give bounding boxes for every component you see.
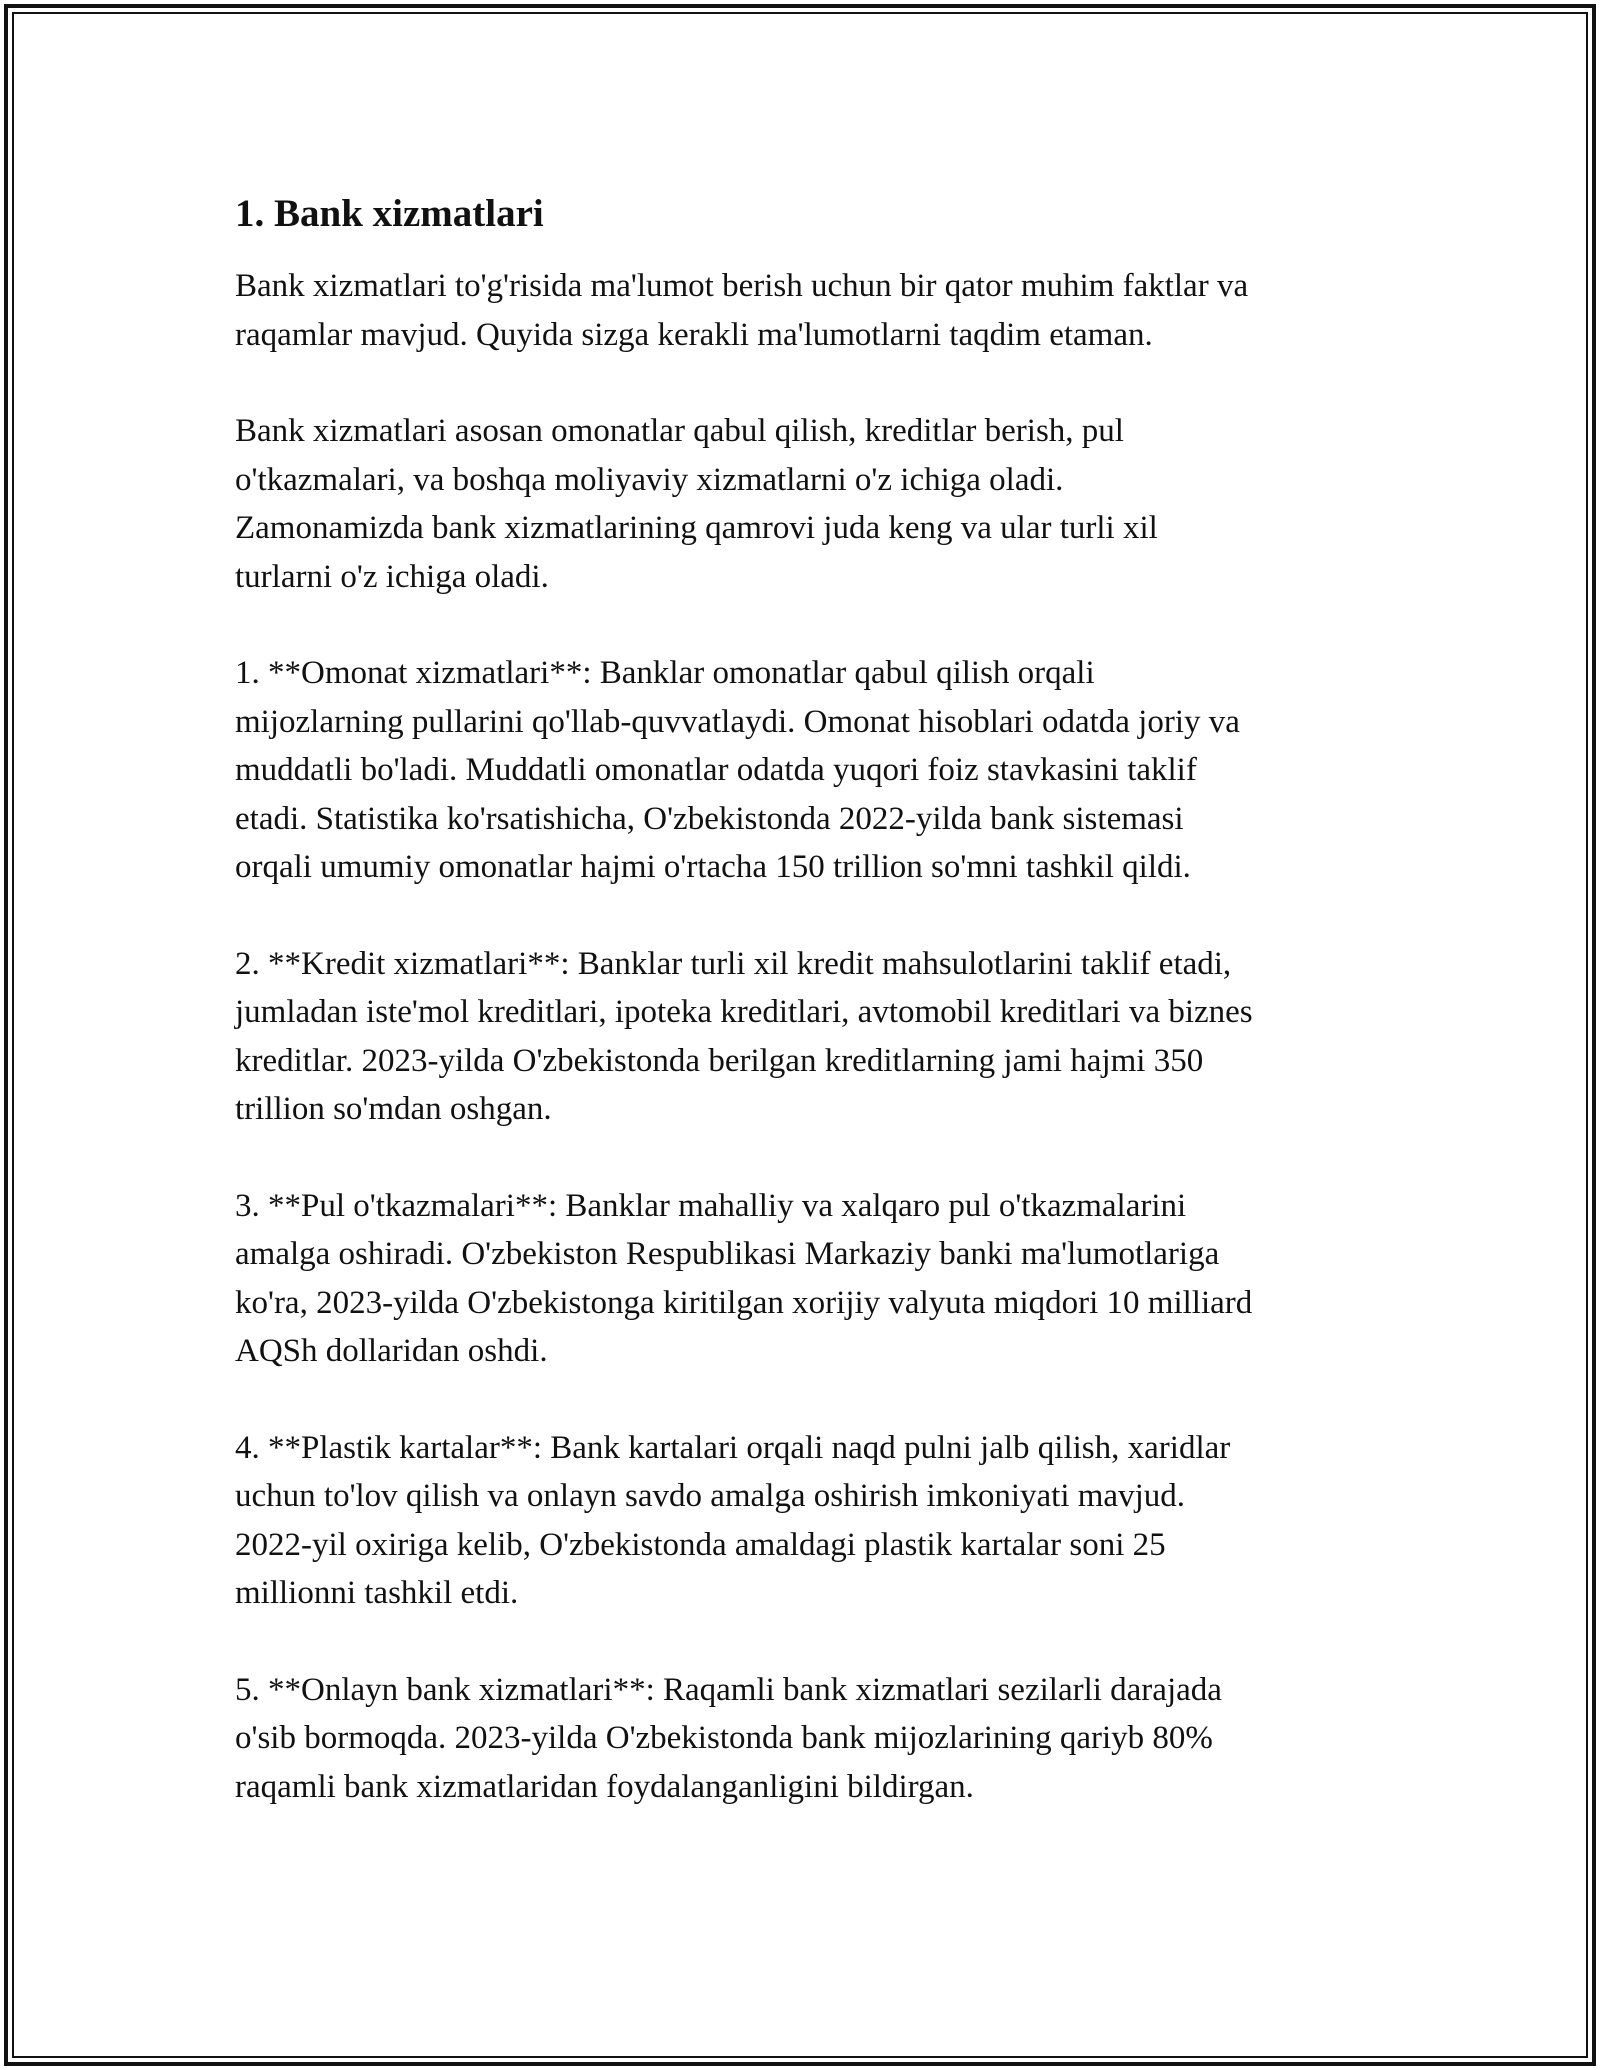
section-heading: 1. Bank xizmatlari — [235, 192, 544, 235]
list-item-transfers: 3. **Pul o'tkazmalari**: Banklar mahalliy va xalqaro pul o'tkazmalarini amalga oshiradi. O'zbekiston Respublikasi Markaziy banki ma'lumotlariga ko'ra, 2023-yilda O'zbekistonga kiritilgan xorijiy valyuta miqdori 10 milliard AQSh dollaridan oshdi. — [235, 1187, 1253, 1369]
intro-paragraph: Bank xizmatlari to'g'risida ma'lumot berish uchun bir qator muhim faktlar va raqamlar mavjud. Quyida sizga kerakli ma'lumotlarni taqdim etaman. — [235, 268, 1249, 353]
list-item-credits: 2. **Kredit xizmatlari**: Banklar turli xil kredit mahsulotlarini taklif etadi, jumladan iste'mol kreditlari, ipoteka kreditlari, avtomobil kreditlari va biznes kreditlar. 2023-yilda O'zbekistonda berilgan kreditlarning jami hajmi 350 trillion so'mdan oshgan. — [235, 945, 1253, 1127]
list-item-deposits: 1. **Omonat xizmatlari**: Banklar omonatlar qabul qilish orqali mijozlarning pullarini qo'llab-quvvatlaydi. Omonat hisoblari odatda joriy va muddatli bo'ladi. Muddatli omonatlar odatda yuqori foiz stavkasini taklif etadi. Statistika ko'rsatishicha, O'zbekistonda 2022-yilda bank sistemasi orqali umumiy omonatlar hajmi o'rtacha 150 trillion so'mni tashkil qildi. — [235, 655, 1240, 885]
list-item-plastic-cards: 4. **Plastik kartalar**: Bank kartalari orqali naqd pulni jalb qilish, xaridlar uchun to'lov qilish va onlayn savdo amalga oshirish imkoniyati mavjud. 2022-yil oxiriga kelib, O'zbekistonda amaldagi plastik kartalar soni 25 millionni tashkil etdi. — [235, 1429, 1231, 1611]
list-item-online-banking: 5. **Onlayn bank xizmatlari**: Raqamli bank xizmatlari sezilarli darajada o'sib bormoqda. 2023-yilda O'zbekistonda bank mijozlarining qariyb 80% raqamli bank xizmatlaridan foydalanganligini bildirgan. — [235, 1671, 1222, 1805]
document-body — [235, 188, 1395, 1859]
overview-paragraph: Bank xizmatlari asosan omonatlar qabul qilish, kreditlar berish, pul o'tkazmalari, va boshqa moliyaviy xizmatlarni o'z ichiga oladi. Zamonamizda bank xizmatlarining qamrovi juda keng va ular turli xil turlarni o'z ichiga oladi. — [235, 413, 1158, 595]
